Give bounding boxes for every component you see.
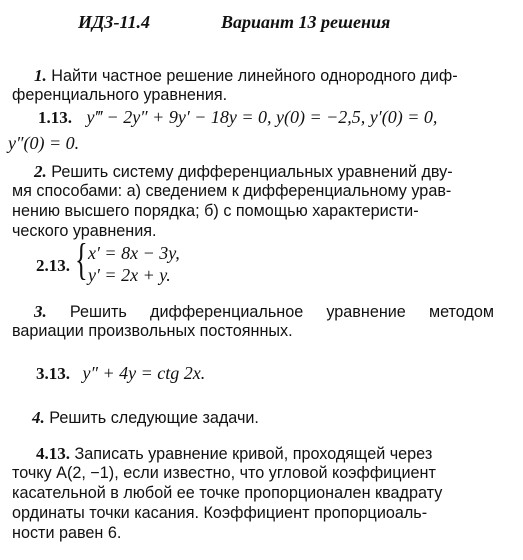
task1-equation-line2: y″(0) = 0. [8,133,80,153]
task1-number: 1. [34,66,47,85]
system-brace-icon: { [75,235,88,284]
task1-text-line1: Найти частное решение линейного однородного диф- [51,67,458,85]
task4-number: 4. [32,408,45,427]
task3-equation: y″ + 4y = ctg 2x. [82,363,206,383]
task4-line [32,408,259,428]
task4-text-line5: ности равен 6. [12,524,122,542]
task3-number: 3. [34,302,47,321]
header-title: ИДЗ-11.4 [78,12,150,32]
task1-sub-number: 1.13. [38,108,72,127]
task2-system-eq2: y′ = 2x + y. [88,265,171,285]
task4-text-line2: точку A(2, −1), если известно, что угловой коэффициент [12,464,436,482]
task2-text-line4: ческого уравнения. [12,222,157,240]
task3-sub-number: 3.13. [36,364,70,383]
task4-line1 [36,444,432,464]
task4-text-line4: ординаты точки касания. Коэффициент пропорциоаль- [12,504,428,522]
task2-line1 [34,162,453,182]
task2-text-line2: мя способами: а) сведением к дифференциальному урав- [12,182,452,200]
task1-text-line2: ференциального уравнения. [12,86,228,104]
header-variant: Вариант 13 решения [221,12,391,32]
task3-equation-row [36,364,205,384]
task4-text-line1: Записать уравнение кривой, проходящей через [74,445,433,463]
task3-text-line2: вариации произвольных постоянных. [12,322,293,340]
task3-text-line1: Решить дифференциальное уравнение методом [69,303,495,321]
task1-equation-row [38,108,437,128]
task2-system-eq1: x′ = 8x − 3y, [88,243,180,263]
task4-sub-number: 4.13. [36,444,70,463]
task1-equation-line1: y‴ − 2y″ + 9y′ − 18y = 0, y(0) = −2,5, y′(0) = 0, [86,107,438,127]
task3-line1 [34,302,494,322]
task4-text: Решить следующие задачи. [49,409,259,427]
task2-number: 2. [34,162,47,181]
task2-sub-number: 2.13. [36,256,70,275]
task2-text-line3: нению высшего порядка; б) с помощью характеристи- [12,202,419,220]
task4-text-line3: касательной в любой ее точке пропорционален квадрату [12,484,443,502]
task1-line1 [34,66,458,86]
task2-text-line1: Решить систему дифференциальных уравнений дву- [51,163,453,181]
